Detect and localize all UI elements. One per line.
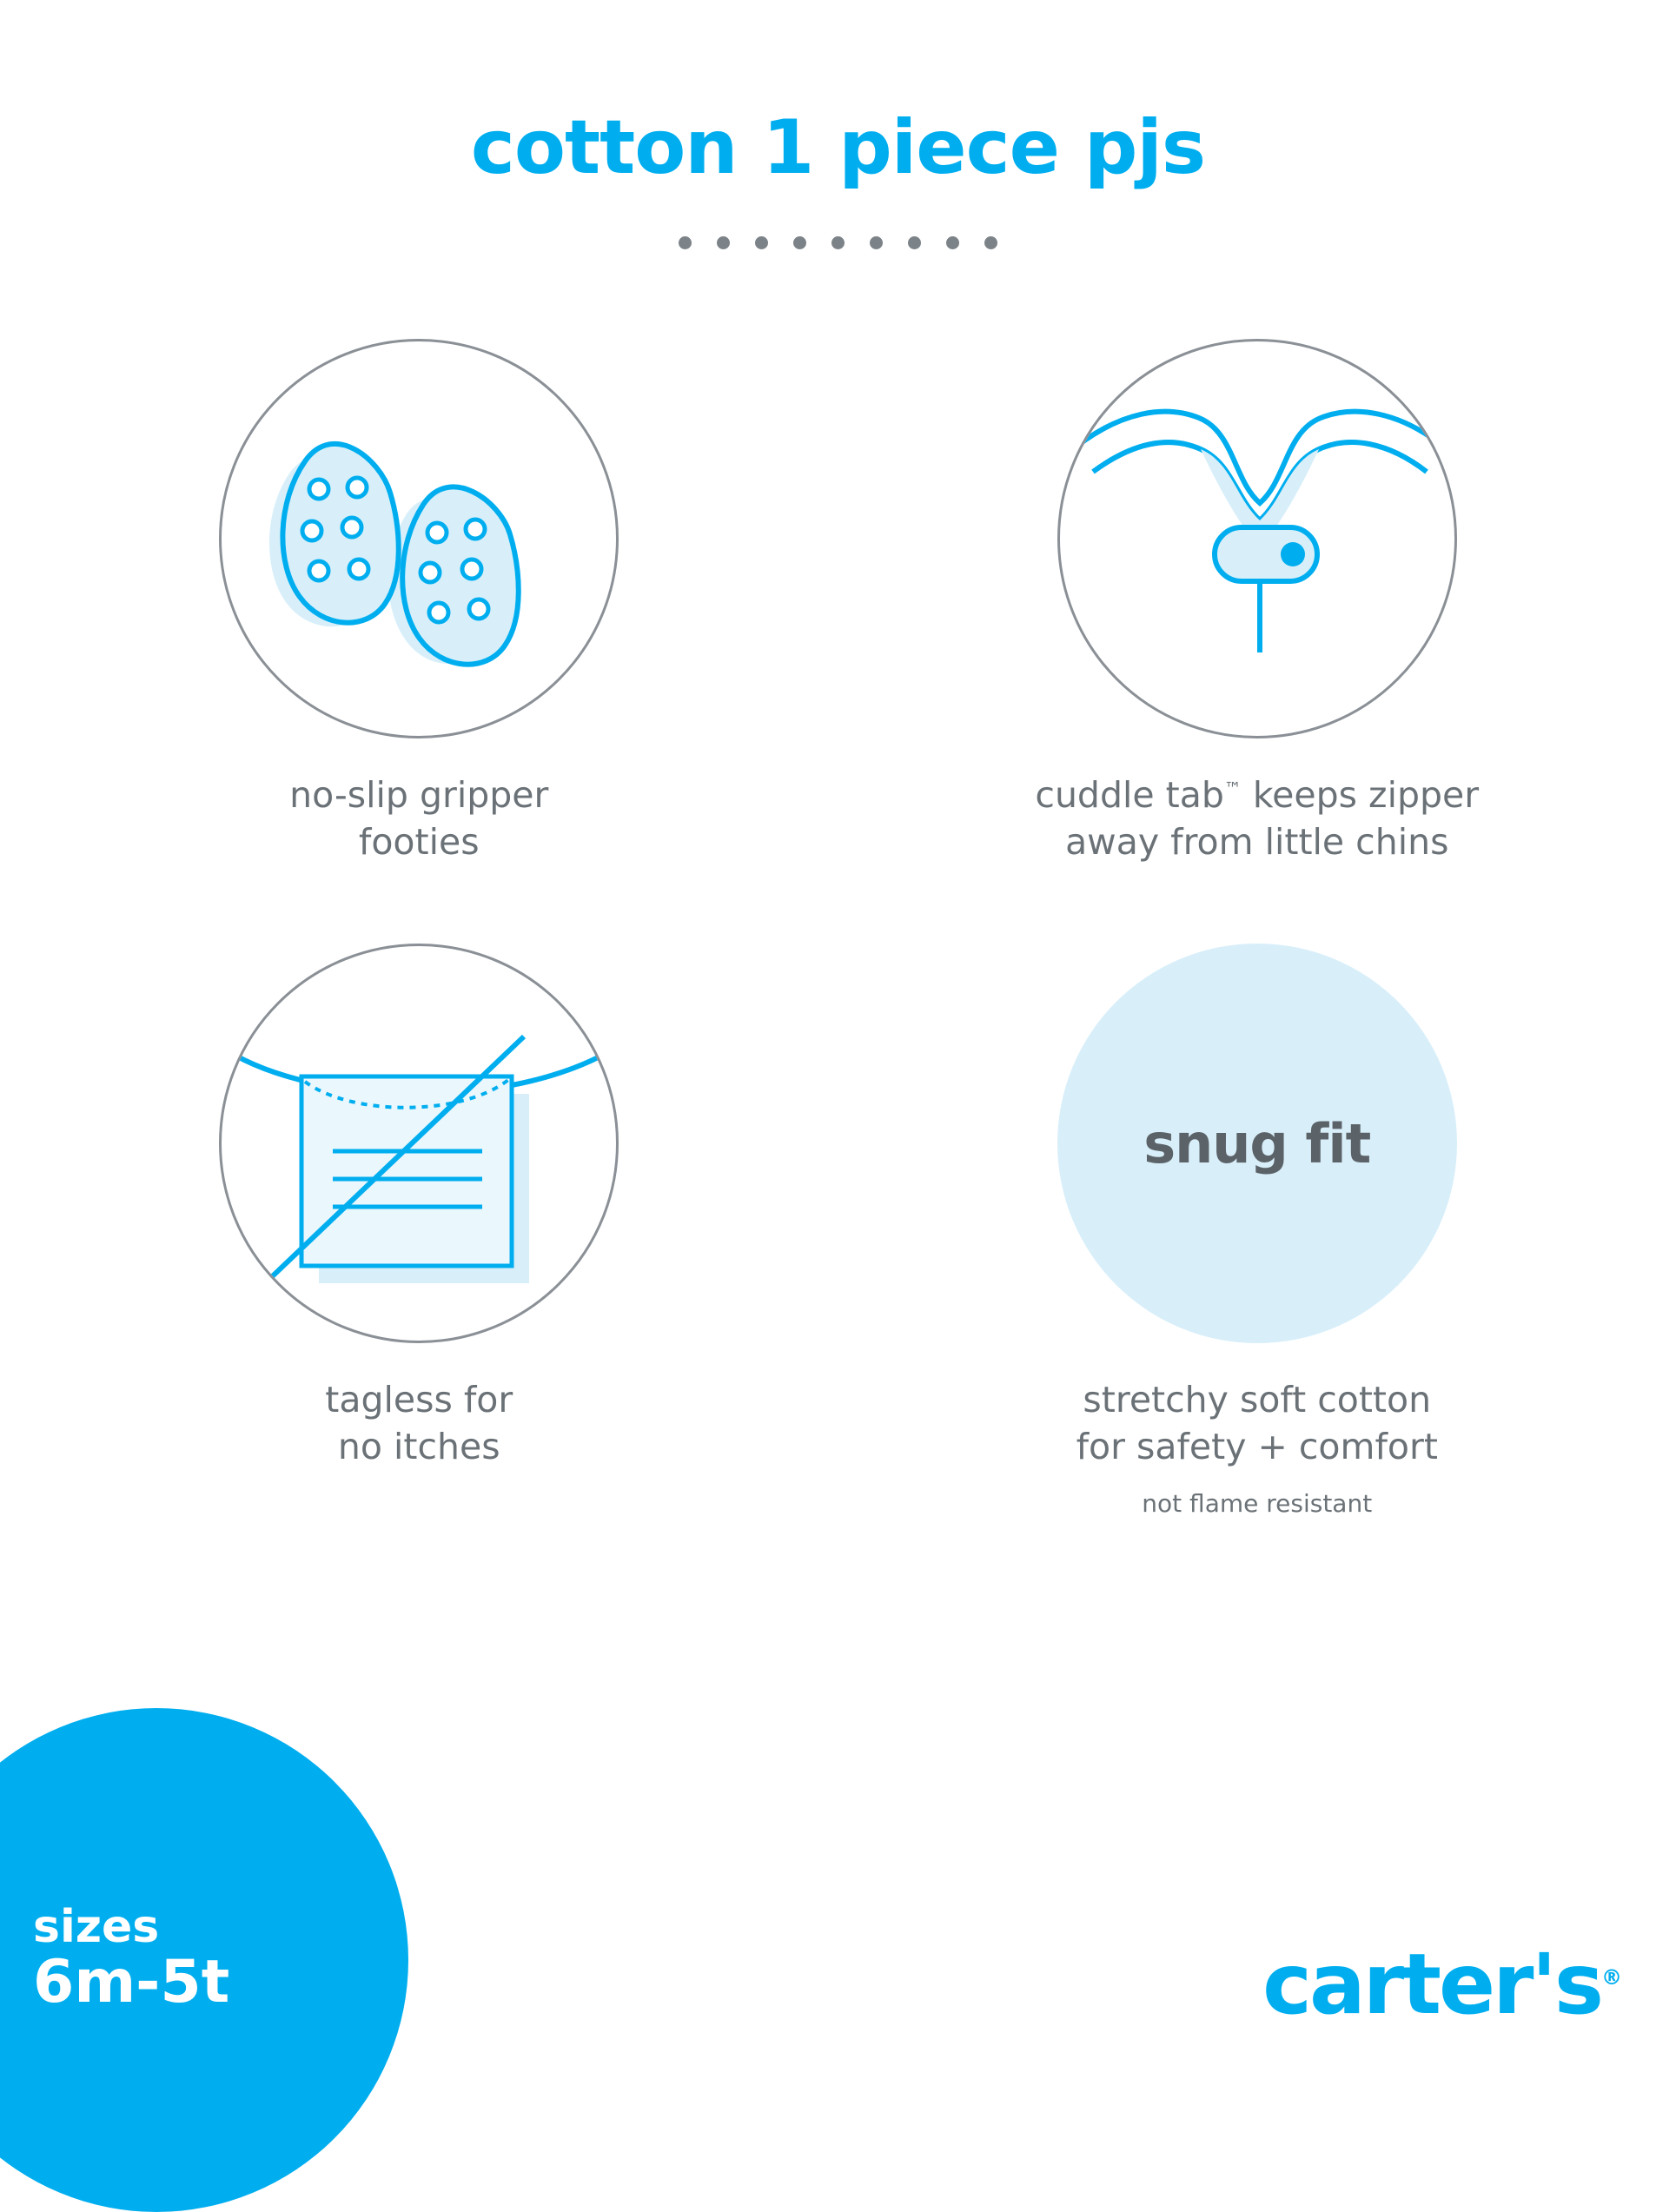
feature-caption [1035, 772, 1479, 865]
feature-caption-line2: no itches [338, 1426, 500, 1467]
sizes-badge-text [33, 1904, 229, 2014]
divider-dot [679, 236, 692, 249]
feature-caption-line2: away from little chins [1065, 821, 1448, 863]
page-title: cotton 1 piece pjs [0, 104, 1676, 191]
divider-dot [908, 236, 921, 249]
feature-caption-line1-rest: keeps zipper [1242, 774, 1479, 816]
feature-caption-line1: no-slip gripper [289, 774, 548, 816]
divider-dot [984, 236, 997, 249]
divider-dot [755, 236, 768, 249]
sizes-value: 6m-5t [33, 1951, 229, 2014]
feature-caption-line2: footies [359, 821, 480, 863]
snug-fit-label: snug fit [1143, 1112, 1370, 1176]
gripper-footies-icon [222, 341, 619, 738]
feature-icon-circle [219, 944, 619, 1343]
feature-subcaption: not flame resistant [1142, 1489, 1372, 1518]
feature-caption-line2: for safety + comfort [1076, 1426, 1438, 1467]
divider-dot [946, 236, 959, 249]
brand-name: carter's [1262, 1936, 1601, 2033]
feature-cuddle-tab [838, 339, 1676, 865]
divider-dot [831, 236, 845, 249]
feature-caption [289, 772, 548, 865]
divider-dot [793, 236, 806, 249]
feature-icon-circle [219, 339, 619, 738]
registered-mark: ® [1601, 1965, 1622, 1990]
cuddle-tab-zipper-icon [1060, 341, 1457, 738]
feature-caption-line1: tagless for [325, 1379, 513, 1421]
tagless-label-icon [222, 946, 619, 1343]
divider-dot [717, 236, 730, 249]
sizes-label: sizes [33, 1904, 229, 1951]
feature-tagless [0, 944, 838, 1518]
feature-caption-line1: stretchy soft cotton [1083, 1379, 1431, 1421]
brand-logo [1262, 1936, 1622, 2033]
feature-grid [0, 339, 1676, 1518]
feature-icon-circle [1057, 339, 1457, 738]
trademark-mark: ™ [1224, 778, 1242, 798]
feature-snug-fit [838, 944, 1676, 1518]
feature-caption [1076, 1376, 1438, 1470]
snug-fit-circle [1057, 944, 1457, 1343]
feature-caption [325, 1376, 513, 1470]
feature-caption-line1: cuddle tab [1035, 774, 1223, 816]
feature-gripper-footies [0, 339, 838, 865]
dot-divider [0, 236, 1676, 249]
divider-dot [870, 236, 883, 249]
